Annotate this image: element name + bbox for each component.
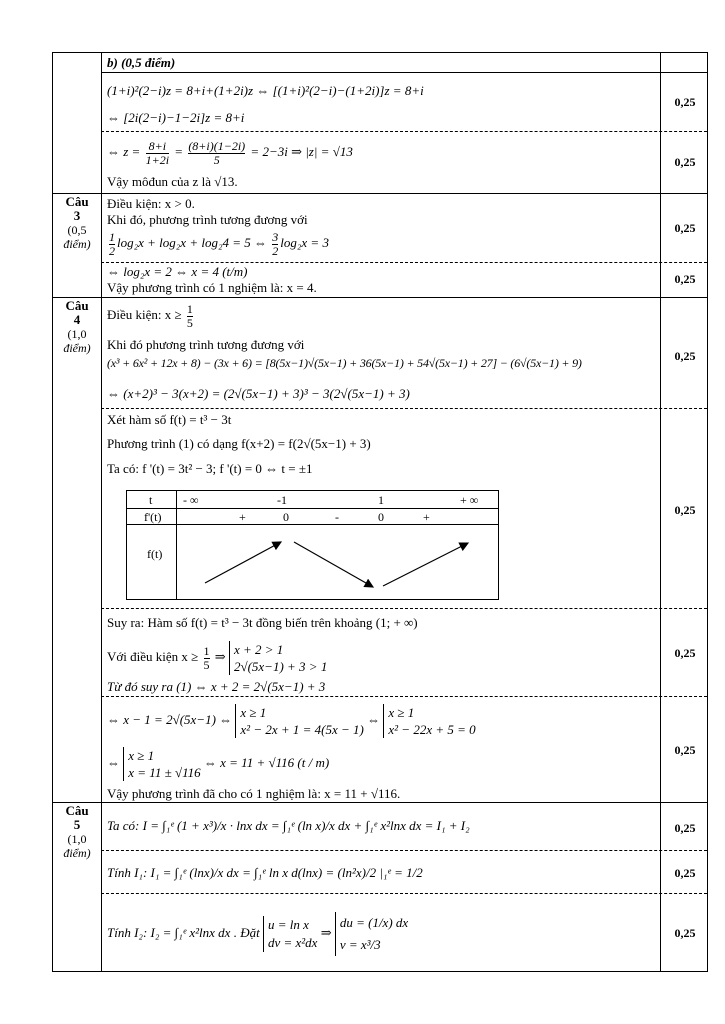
score: 0,25: [674, 503, 696, 517]
question-label-4: Câu 4 (1,0 điểm): [63, 298, 91, 355]
row-divider: [53, 193, 707, 194]
cau5-line2: Tính I₁: I₁ = ∫₁ᵉ (lnx)/x dx = ∫₁ᵉ ln x d(lnx) = (ln²x)/2 |₁ᵉ = 1/2: [107, 865, 423, 880]
cau5-line1: Ta có: I = ∫₁ᵉ (1 + x³)/x · lnx dx = ∫₁ᵉ (ln x)/x dx + ∫₁ᵉ x²lnx dx = I₁ + I₂: [107, 818, 470, 833]
column-divider: [101, 53, 102, 971]
score: 0,25: [674, 95, 696, 109]
row-divider: [53, 802, 707, 803]
cau4-deduce: Từ đó suy ra (1) ⇔ x + 2 = 2√(5x−1) + 3: [107, 679, 326, 694]
vt-zero: 0: [378, 510, 384, 524]
cau3-equation2: ⇔ log₂x = 2 ⇔ x = 4 (t/m): [107, 264, 248, 279]
cau4-intro: Khi đó phương trình tương đương với: [107, 337, 305, 352]
score: 0,25: [674, 926, 696, 940]
increasing-arrow: [205, 542, 281, 583]
vt-fprime-label: f'(t): [144, 510, 162, 524]
score: 0,25: [674, 646, 696, 660]
score: 0,25: [674, 221, 696, 235]
part-b-line1: (1+i)²(2−i)z = 8+i+(1+2i)z ⇔ [(1+i)²(2−i)−(1+2i)]z = 8+i: [107, 83, 424, 98]
cau4-equation2: ⇔ (x+2)³ − 3(x+2) = (2√(5x−1) + 3)³ − 3(2√(5x−1) + 3): [107, 386, 410, 401]
row-divider: [101, 262, 707, 263]
row-divider: [101, 72, 707, 73]
part-b-line2: ⇔ [2i(2−i)−1−2i]z = 8+i: [107, 110, 245, 125]
vt-plus-one: 1: [378, 493, 384, 507]
part-b-line3: ⇔ z = $\frac{8+i}{1+2i}$ = $\frac{(8+i)(1-2i)}{5}$ = 2−3i ⇒ |z| = √13: [107, 138, 353, 167]
vt-plus-infinity: + ∞: [460, 493, 479, 507]
row-divider: [53, 297, 707, 298]
decreasing-arrow: [294, 542, 373, 587]
score: 0,25: [674, 155, 696, 169]
cau3-equation1: $\frac{1}{2}$ log₂x + log₂x + log₂4 = 5 ⇔ $\frac{3}{2}$ log₂x = 3: [109, 229, 329, 258]
cau3-intro: Khi đó, phương trình tương đương với: [107, 212, 308, 227]
cau4-step1: ⇔ x − 1 = 2√(5x−1) ⇔ x ≥ 1 x² − 2x + 1 = 4(5x − 1) ⇔ x ≥ 1 x² − 22x + 5 = 0: [107, 705, 476, 738]
cau4-derivative: Ta có: f '(t) = 3t² − 3; f '(t) = 0 ⇔ t = ±1: [107, 461, 313, 476]
cau4-conclusion: Vậy phương trình đã cho có 1 nghiệm là: x = 11 + √116.: [107, 786, 401, 801]
row-divider: [101, 893, 707, 894]
vt-sign: -: [335, 510, 339, 524]
row-divider: [101, 408, 707, 409]
vt-sign: +: [423, 510, 430, 524]
cau5-line3: Tính I₂: I₂ = ∫₁ᵉ x²lnx dx . Đặt u = ln x dv = x²dx ⇒ du = (1/x) dx v = x³/3: [107, 898, 657, 968]
score: 0,25: [674, 743, 696, 757]
row-divider: [101, 850, 707, 851]
cau4-monotonic: Suy ra: Hàm số f(t) = t³ − 3t đồng biến trên khoảng (1; + ∞): [107, 615, 418, 630]
part-b-title: b) (0,5 điểm): [107, 55, 176, 70]
cau4-condition2: Với điều kiện x ≥ $\frac{1}{5}$ ⇒ x + 2 > 1 2√(5x−1) + 3 > 1: [107, 642, 328, 675]
vt-t-label: t: [149, 493, 153, 507]
variation-table: [126, 490, 499, 600]
question-label-5: Câu 5 (1,0 điểm): [63, 803, 91, 860]
cau4-function: Xét hàm số f(t) = t³ − 3t: [107, 412, 232, 427]
vt-f-label: f(t): [147, 547, 163, 561]
cau4-form: Phương trình (1) có dạng f(x+2) = f(2√(5x−1) + 3): [107, 436, 371, 451]
vt-minus-infinity: - ∞: [183, 493, 199, 507]
cau4-equation1: (x³ + 6x² + 12x + 8) − (3x + 6) = [8(5x−1)√(5x−1) + 36(5x−1) + 54√(5x−1) + 27] − (6√(5x−1) + 9): [107, 356, 582, 370]
cau4-step2: ⇔ x ≥ 1 x = 11 ± √116 ⇔ x = 11 + √116 (t / m): [107, 748, 330, 781]
score: 0,25: [674, 821, 696, 835]
cau3-conclusion: Vậy phương trình có 1 nghiệm là: x = 4.: [107, 280, 317, 295]
question-label-3: Câu 3 (0,5 điểm): [63, 194, 91, 251]
row-divider: [101, 696, 707, 697]
score: 0,25: [674, 272, 696, 286]
cau4-condition: Điều kiện: x ≥ $\frac{1}{5}$: [107, 301, 193, 330]
vt-sign: +: [239, 510, 246, 524]
vt-zero: 0: [283, 510, 289, 524]
row-divider: [101, 131, 707, 132]
part-b-conclusion: Vậy môđun của z là √13.: [107, 174, 238, 189]
vt-arrows: [127, 491, 498, 599]
score: 0,25: [674, 866, 696, 880]
increasing-arrow: [383, 543, 468, 586]
vt-minus-one: -1: [277, 493, 287, 507]
cau3-condition: Điều kiện: x > 0.: [107, 196, 195, 211]
score: 0,25: [674, 349, 696, 363]
row-divider: [101, 608, 707, 609]
